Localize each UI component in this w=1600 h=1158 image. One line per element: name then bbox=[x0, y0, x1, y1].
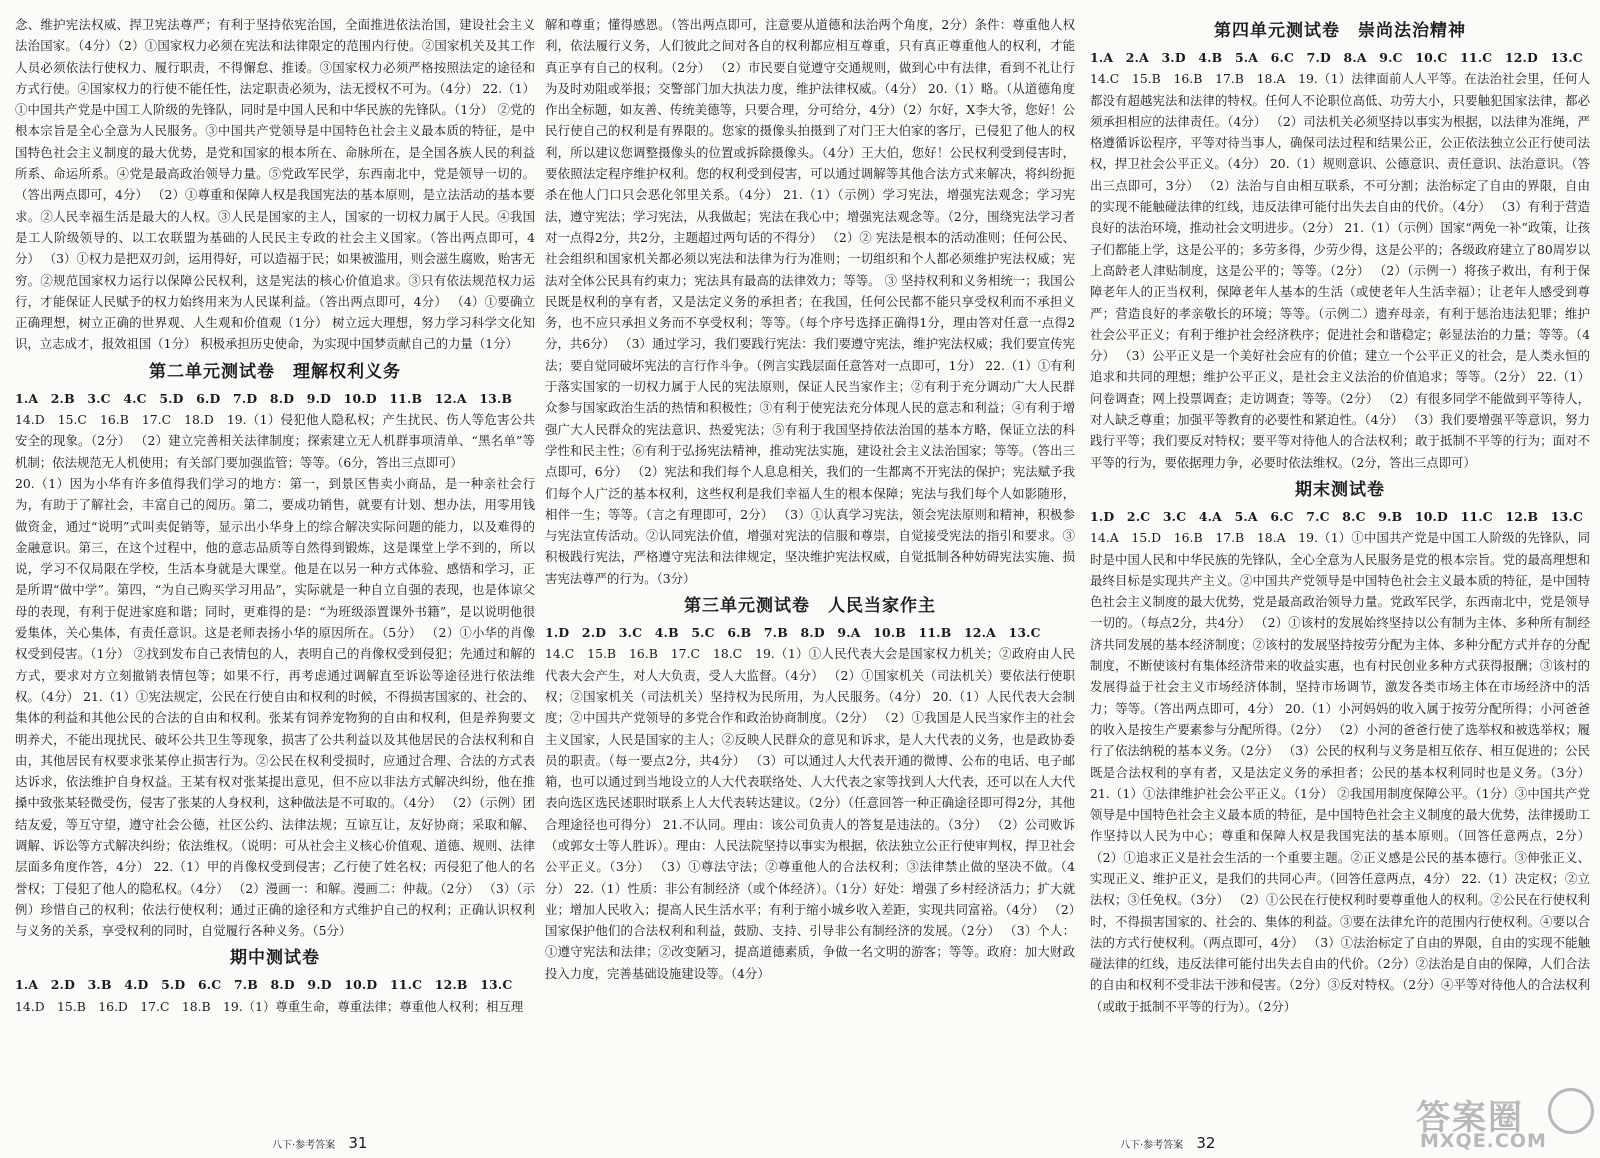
midterm-test-title: 期中测试卷 bbox=[230, 948, 320, 969]
final-test-title: 期末测试卷 bbox=[1295, 479, 1385, 500]
watermark-badge-icon bbox=[1548, 1088, 1594, 1134]
footer-label-left: 八下·参考答案 bbox=[272, 1140, 336, 1151]
page-footer-right bbox=[1120, 1134, 1215, 1152]
unit3-answers: 14.C 15.B 16.B 17.C 18.C 19.（1）①人民代表大会是国家权力机关；②政府由人民代表大会产生，对人大负责，受人大监督。（4分） （2）①国家机关（司法机关）要依法行使职权；②国家机关（司法机关）坚持权为民所用，为人民服务。（4分） 20.（1）人民代表大会制度；②中国共产党领导的多党合作和政治协商制度。（2分） （2）①我国是人民当家作主的社会主义国家，人民是国家的主人；②反映人民群众的意见和诉求，是人大代表的义务，也是政协委员的职责。（每一要点2分，共4分） （3）可以通过人大代表开通的微博、公布的电话、电子邮箱，也可以通过到当地设立的人大代表联络处、人大代表之家等找到人大代表，还可以在人大代表向选区选民述职时联系上人大代表转达建议。（2分）（任意回答一种正确途径即可得2分，其他合理途径也可得分） 21.不认同。理由：该公司负责人的答复是违法的。（3分） （2）公司败诉（或郭女士等人胜诉）。理由：人民法院坚持以事实为根据，依法独立公正行使审判权，捍卫社会公平正义。（3分） （3）①尊法守法；②尊重他人的合法权利；③法律禁止做的坚决不做。（4分） 22.（1）性质：非公有制经济（或个体经济）。（1分）好处：增强了乡村经济活力；扩大就业；增加人民收入；提高人民生活水平；有利于缩小城乡收入差距，实现共同富裕。（4分） （2）国家保护他们的合法权利和利益，鼓励、支持、引导非公有制经济的发展。（2分） （3）个人：①遵守宪法和法律；②改变陋习，提高道德素质，争做一名文明的游客；等等。政府：加大财政投入力度，完善基础设施建设等。（4分） bbox=[545, 646, 1075, 981]
page-footer-left bbox=[272, 1134, 367, 1152]
midterm-answers-continued: 解和尊重；懂得感恩。（答出两点即可，注意要从道德和法治两个角度，2分）条件：尊重他人权利，依法履行义务，人们彼此之间对各自的权利都应相互尊重，只有真正尊重他人的权利，才能真正享有自己的权利。（2分） （2）市民要自觉遵守交通规则，做到心中有法律，看到不礼让行为及时劝阻或举报；交警部门加大执法力度，维护法律权威。（4分） 20.（1）略。（从道德角度作出全标题，如友善、传统美德等，只要合理，分可给分，4分）（2）尔好，X李大爷，您好！公民行使自己的权利是有界限的。您家的摄像头拍摄到了对门王大伯家的客厅，已侵犯了他人的权利，所以建议您调整摄像头的位置或拆除摄像头。（4分）王大伯，您好！公民权利受到侵害时，要依照法定程序维护权利。您的权利受到侵害，可以通过调解等其他合法方式来解决，将纠纷扼杀在他人门口只会恶化邻里关系。（4分） 21.（1）（示例）学习宪法，增强宪法观念；学习宪法，遵守宪法；学习宪法，从我做起；宪法在我心中；增强宪法观念等。（2分，围绕宪法学习者对一点得2分，共2分，主题超过两句话的不得分） （2）② 宪法是根本的活动准则；任何公民、社会组织和国家机关都必须以宪法和法律为行为准则；一切组织和个人都必须维护宪法权威；宪法对全体公民具有约束力；宪法具有最高的法律效力；等等。 ③ 坚持权利和义务相统一；我国公民既是权利的享有者，又是法定义务的承担者；在我国，任何公民都不能只享受权利而不承担义务，也不应只承担义务而不享受权利；等等。（每个序号选择正确得1分，理由答对任意一点得2分，共6分） （3）通过学习，我们要践行宪法：我们要遵守宪法，维护宪法权威；我们要宣传宪法；要自觉同破坏宪法的言行作斗争。（例言实践层面任意答对一点即可，1分） 22.（1）①有利于落实国家的一切权力属于人民的宪法原则，保证人民当家作主；②有利于充分调动广大人民群众参与国家政治生活的热情和积极性；③有利于使宪法充分体现人民的意志和利益；④有利于增强广大人民群众的宪法意识、热爱宪法；⑤有利于我国坚持依法治国的基本方略，保证立法的科学性和民主性；⑥有利于弘扬宪法精神，推动宪法实施，建设社会主义法治国家；等等。（答出三点即可，6分） （2）宪法和我们每个人息息相关，我们的一生都离不开宪法的保护；宪法赋予我们每个人广泛的基本权利，这些权利是我们幸福人生的根本保障；宪法与我们每个人如影随形，相伴一生；等等。（言之有理即可，2分） （3）①认真学习宪法，领会宪法原则和精神，积极参与宪法宣传活动。②认同宪法价值，增强对宪法的信服和尊崇，自觉接受宪法的指引和要求。③积极践行宪法，严格遵守宪法和法律规定，坚决维护宪法权威，自觉抵制各种妨碍宪法实施、损害宪法尊严的行为。（3分） bbox=[545, 17, 1075, 586]
final-answers: 14.A 15.D 16.B 17.B 18.A 19.（1）①中国共产党是中国工人阶级的先锋队，同时是中国人民和中华民族的先锋队，全心全意为人民服务是党的根本宗旨。党的最高理想和最终目标是实现共产主义。②中国共产党领导是中国特色社会主义最本质的特征，是中国特色社会主义制度的最大优势，党是最高政治领导力量。党政军民学，东西南北中，党是领导一切的。（每点2分，共4分） （2）①该村的发展始终坚持以公有制为主体、多种所有制经济共同发展的基本经济制度；②该村的发展坚持按劳分配为主体、多种分配方式并存的分配制度，不断使该村有集体经济带来的收益实惠，也有村民创业多种方式获得报酬；③该村的发展得益于社会主义市场经济体制，坚持市场调节，激发各类市场主体在市场经济中的活力；等等。（答出两点即可，4分） 20.（1）小河妈妈的收入属于按劳分配所得；小河爸爸的收入是按生产要素参与分配所得。（2分） （2）小河的爸爸行使了选举权和被选举权；履行了依法纳税的基本义务。（2分） （3）公民的权利与义务是相互依存、相互促进的；公民既是合法权利的享有者，又是法定义务的承担者；公民的基本权利同时也是义务。（3分） 21.（1）①法律维护社会公平正义。（1分） ②我国用制度保障公平。（1分）③中国共产党领导是中国特色社会主义最本质的特征，是中国特色社会主义制度的最大优势，法律援助工作坚持以人民为中心；尊重和保障人权是我国宪法的基本原则。（回答任意两点，2分） （2）①追求正义是社会生活的一个重要主题。②正义感是公民的基本德行。③伸张正义、实现正义、维护正义，是我们的共同心声。（回答任意两点，4分） 22.（1）决定权；②立法权；③任免权。（3分） （2）①公民在行使权利时要尊重他人的权利。②公民在行使权利时，不得损害国家的、社会的、集体的利益。③要在法律允许的范围内行使权利。④要以合法的方式行使权利。（两点即可，4分） （3）①法治标定了自由的界限，自由的实现不能触碰法律的红线，违反法律可能付出失去自由的代价。（2分）②法治是自由的保障，人们合法的自由和权利不受非法干涉和侵害。（2分）③反对特权。（2分）④平等对待他人的合法权利（或敢于抵制不平等的行为）。（2分） bbox=[1090, 530, 1590, 1014]
watermark-logo bbox=[1408, 1096, 1593, 1152]
unit2-answers-part2: 20.（1）因为小华有许多值得我们学习的地方：第一，到景区售卖小商品，是一种亲社会行为，有助于了解社会，丰富自己的阅历。第二，要成功销售，就要有计划、想办法，用零用钱做资金，通过“说明”式叫卖促销等，显示出小华身上的综合解决实际问题的能力，以及难得的金融意识。第三，在这个过程中，他的意志品质等自然得到锻炼，这是课堂上学不到的，所以说，学习不仅局限在学校，生活本身就是大课堂。他是在以另一种方式体验、感悟和学习，正是所谓“做中学”。第四，“为自己购买学习用品”，实际就是一种自立自强的表现，也是体谅父母的表现，有利于促进家庭和谐；同时，更难得的是：“为班级添置课外书籍”，是以说明他很爱集体，关心集体，有责任意识。这是老师表扬小华的原因所在。（5分） （2）①小华的肖像权受到侵害。（1分） ②找到发布自己表情包的人，表明自己的肖像权受到侵犯；先通过和解的方式，要求对方立刻撤销表情包等；如果不行，再考虑通过调解直至诉讼等途径进行依法维权。（4分） 21.（1）①宪法规定，公民在行使自由和权利的时候，不得损害国家的、社会的、集体的利益和其他公民的合法的自由和权利。张某有饲养宠物狗的自由和权利，但是养狗要文明养犬，不能出现扰民、破坏公共卫生等现象，损害了公共利益以及其他居民的合法权利和自由，其他居民有权要求张某停止损害行为。②公民在权利受损时，应通过合理、合法的方式表达诉求，依法维护自身权益。王某有权对张某提出意见，但不应以非法方式解决纠纷，他在推搡中致张某轻微受伤，侵害了张某的人身权利，这种做法是不可取的。（4分） （2）（示例）团结友爱，等互守望，遵守社会公德，社区公约、法律法规；互谅互让，友好协商；采取和解、调解、诉讼等方式解决纠纷；依法维权。（说明：可从社会主义核心价值观、道德、规则、法律层面多角度作答，4分） 22.（1）甲的肖像权受到侵害；乙行使了姓名权；丙侵犯了他人的名誉权；丁侵犯了他人的隐私权。（4分） （2）漫画一：和解。漫画二：仲裁。（2分） （3）（示例）珍惜自己的权利；依法行使权利；通过正确的途径和方式维护自己的权利；正确认识权利与义务的关系，享受权利的同时，自觉履行各种义务。（5分） bbox=[15, 475, 535, 939]
unit2-test-title: 第二单元测试卷 理解权利义务 bbox=[149, 361, 401, 382]
final-choice-answers: 1.D 2.C 3.C 4.A 5.A 6.C 7.C 8.C 9.B 10.D 11.C 12.B 13.C bbox=[1090, 508, 1584, 524]
unit3-choice-answers: 1.D 2.D 3.C 4.B 5.C 6.B 7.B 8.D 9.A 10.B 11.B 12.A 13.C bbox=[545, 625, 1041, 641]
footer-label-right: 八下·参考答案 bbox=[1120, 1140, 1184, 1151]
watermark-text: 答案圈 bbox=[1416, 1098, 1524, 1138]
midterm-choice-answers: 1.A 2.D 3.B 4.D 5.D 6.C 7.B 8.D 9.D 10.D 11.C 12.B 13.C bbox=[15, 977, 513, 993]
answer-column-2 bbox=[545, 14, 1075, 984]
watermark-url: MXQE.COM bbox=[1420, 1130, 1547, 1152]
answer-column-1 bbox=[15, 14, 535, 1017]
unit3-test-title: 第三单元测试卷 人民当家作主 bbox=[684, 596, 936, 617]
page-number-left: 31 bbox=[348, 1134, 368, 1152]
unit4-test-title: 第四单元测试卷 崇尚法治精神 bbox=[1214, 21, 1466, 41]
page-number-right: 32 bbox=[1196, 1134, 1216, 1152]
unit4-choice-answers: 1.A 2.A 3.D 4.B 5.A 6.C 7.D 8.A 9.C 10.C 11.C 12.D 13.C bbox=[1090, 50, 1583, 65]
midterm-answers-part1: 14.D 15.B 16.D 17.C 18.B 19.（1）尊重生命，尊重法律；尊重他人权利；相互理 bbox=[15, 998, 524, 1014]
unit1-continued-answers: 念、维护宪法权威、捍卫宪法尊严；有利于坚持依宪治国，全面推进依法治国，建设社会主义法治国家。（4分）（2）①国家权力必须在宪法和法律限定的范围内行使。②国家机关及其工作人员必须依法行使权力、履行职责，不得懈怠、推诿。③国家权力必须严格按照法定的途径和方式行使。④国家权力的行使不能任性，法定职责必须为，法无授权不可为。（4分） 22.（1）①中国共产党是中国工人阶级的先锋队，同时是中国人民和中华民族的先锋队。（1分） ②党的根本宗旨是全心全意为人民服务。③中国共产党领导是中国特色社会主义最本质的特征，是中国特色社会主义制度的最大优势，是党和国家的根本所在、命脉所在，是全国各族人民的利益所系、命运所系。④党是最高政治领导力量。⑤党政军民学，东西南北中，党是领导一切的。（答出两点即可，4分） （2）①尊重和保障人权是我国宪法的基本原则，是立法活动的基本要求。②人民幸福生活是最大的人权。③人民是国家的主人，国家的一切权力属于人民。④我国是工人阶级领导的、以工农联盟为基础的人民民主专政的社会主义国家。（答出两点即可，4分） （3）①权力是把双刃剑，运用得好，可以造福于民；如果被滥用，则会滋生腐败，贻害无穷。②规范国家权力运行以保障公民权利，这是宪法的核心价值追求。③只有依法规范权力运行，才能保证人民赋予的权力始终用来为人民谋利益。（答出两点即可，4分） （4）①要确立正确理想，树立正确的世界观、人生观和价值观（1分） 树立远大理想，努力学习科学文化知识，立志成才，报效祖国（1分） 积极承担历史使命，为实现中国梦贡献自己的力量（1分） bbox=[15, 17, 535, 352]
answer-column-3 bbox=[1090, 14, 1590, 1017]
unit2-choice-answers: 1.A 2.B 3.C 4.C 5.D 6.D 7.D 8.D 9.D 10.D 11.B 12.A 13.B bbox=[15, 390, 513, 406]
unit4-answers: 14.C 15.B 16.B 17.B 18.A 19.（1）法律面前人人平等。在法治社会里，任何人都没有超越宪法和法律的特权。任何人不论职位高低、功劳大小，只要触犯国家法律，都必须承担相应的法律责任。（4分） （2）司法机关必须坚持以事实为根据，以法律为准绳，严格遵循诉讼程序，平等对待当事人，确保司法过程和结果公正，公正依法独立公正行使司法权，捍卫社会公平正义。（4分） 20.（1）规则意识、公德意识、责任意识、法治意识。（答出三点即可，3分） （2）法治与自由相互联系，不可分割；法治标定了自由的界限，自由的实现不能触碰法律的红线，违反法律可能付出失去自由的代价。（4分） （3）有利于营造良好的法治环境，推动社会文明进步。（2分） 21.（1）（示例）国家“两免一补”政策，让孩子们都能上学，这是公平的；多劳多得，少劳少得，这是公平的；各级政府建立了80周岁以上高龄老人津贴制度，这是公平的；等等。（2分） （2）（示例一）将孩子救出，有利于保障老年人的正当权利，保障老年人基本的生活（或使老年人生活幸福）；让老年人感受到尊严；营造良好的孝亲敬长的环境；等等。（示例二）遗弃母亲，有利于惩治违法犯罪；维护社会公平正义；有利于维护社会经济秩序；促进社会和谐稳定；彰显法治的力量；等等。（4分） （3）公平正义是一个美好社会应有的价值；建立一个公平正义的社会，是人类永恒的追求和共同的理想；维护公平正义，是社会主义法治的价值追求；等等。（2分） 22.（1）问卷调查；网上投票调查；走访调查；等等。（2分） （2）有很多同学不能做到平等待人，对人缺乏尊重；加强平等教育的必要性和紧迫性。（4分） （3）我们要增强平等意识，努力践行平等；我们要反对特权；要平等对待他人的合法权利；敢于抵制不平等的行为；面对不平等的行为，要依据理力争，必要时依法维权。（2分，答出三点即可） bbox=[1090, 71, 1590, 470]
unit2-answers-part1: 14.D 15.C 16.B 17.C 18.D 19.（1）侵犯他人隐私权；产生扰民、伤人等危害公共安全的现象。（2分） （2）建立完善相关法律制度；探索建立无人机群事项清单、“黑名单”等机制；依法规范无人机使用；有关部门要加强监管；等等。（6分，答出三点即可） bbox=[15, 412, 535, 470]
